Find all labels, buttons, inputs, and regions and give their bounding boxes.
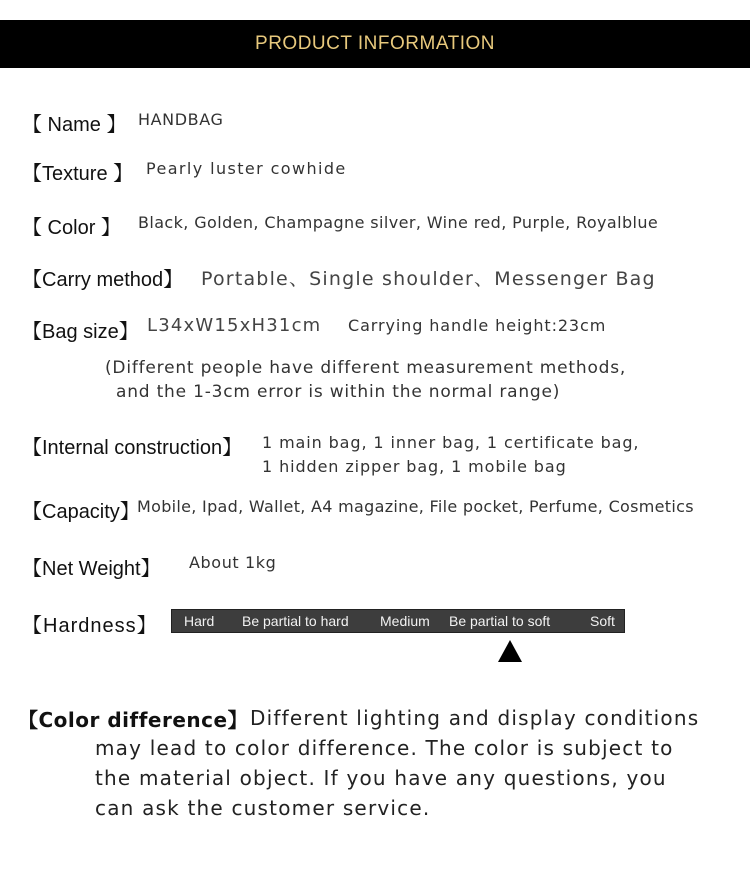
internal-construction-line1: 1 main bag, 1 inner bag, 1 certificate bag, <box>262 433 640 452</box>
bag-size-handle-height: Carrying handle height:23cm <box>348 316 607 335</box>
hardness-scale <box>171 609 625 633</box>
name-label: 【 Name 】 <box>22 114 127 136</box>
bag-size-note-line1: (Different people have different measurement methods, <box>105 358 627 378</box>
hardness-label: 【Hardness】 <box>22 615 158 637</box>
name-value: HANDBAG <box>138 110 224 129</box>
capacity-value: Mobile, Ipad, Wallet, A4 magazine, File pocket, Perfume, Cosmetics <box>137 497 694 516</box>
color-difference-label: 【Color difference】 <box>18 708 249 732</box>
hardness-option-partial-hard: Be partial to hard <box>242 613 349 629</box>
color-label: 【 Color 】 <box>22 217 121 239</box>
carry-method-value: Portable、Single shoulder、Messenger Bag <box>201 268 656 290</box>
color-difference-line4: can ask the customer service. <box>95 796 431 820</box>
internal-construction-label: 【Internal construction】 <box>22 437 243 459</box>
net-weight-label: 【Net Weight】 <box>22 558 161 580</box>
hardness-option-soft: Soft <box>590 613 615 629</box>
color-value: Black, Golden, Champagne silver, Wine red, Purple, Royalblue <box>138 213 659 232</box>
color-difference-line2: may lead to color difference. The color is subject to <box>95 736 674 760</box>
hardness-option-hard: Hard <box>184 613 215 629</box>
bag-size-dimensions: L34xW15xH31cm <box>147 315 322 336</box>
bag-size-note-line2: and the 1-3cm error is within the normal range) <box>116 382 561 402</box>
texture-label: 【Texture 】 <box>22 163 134 185</box>
texture-value: Pearly luster cowhide <box>146 159 347 178</box>
hardness-marker-triangle-icon <box>498 640 522 662</box>
header-banner <box>0 20 750 68</box>
header-title: PRODUCT INFORMATION <box>255 33 495 54</box>
carry-method-label: 【Carry method】 <box>22 269 184 291</box>
color-difference-line3: the material object. If you have any questions, you <box>95 766 667 790</box>
net-weight-value: About 1kg <box>189 553 277 572</box>
bag-size-label: 【Bag size】 <box>22 321 139 343</box>
color-difference-line1: Different lighting and display conditions <box>250 706 700 730</box>
hardness-option-medium: Medium <box>380 613 430 629</box>
capacity-label: 【Capacity】 <box>22 501 140 523</box>
internal-construction-line2: 1 hidden zipper bag, 1 mobile bag <box>262 457 567 476</box>
hardness-option-partial-soft: Be partial to soft <box>449 613 551 629</box>
